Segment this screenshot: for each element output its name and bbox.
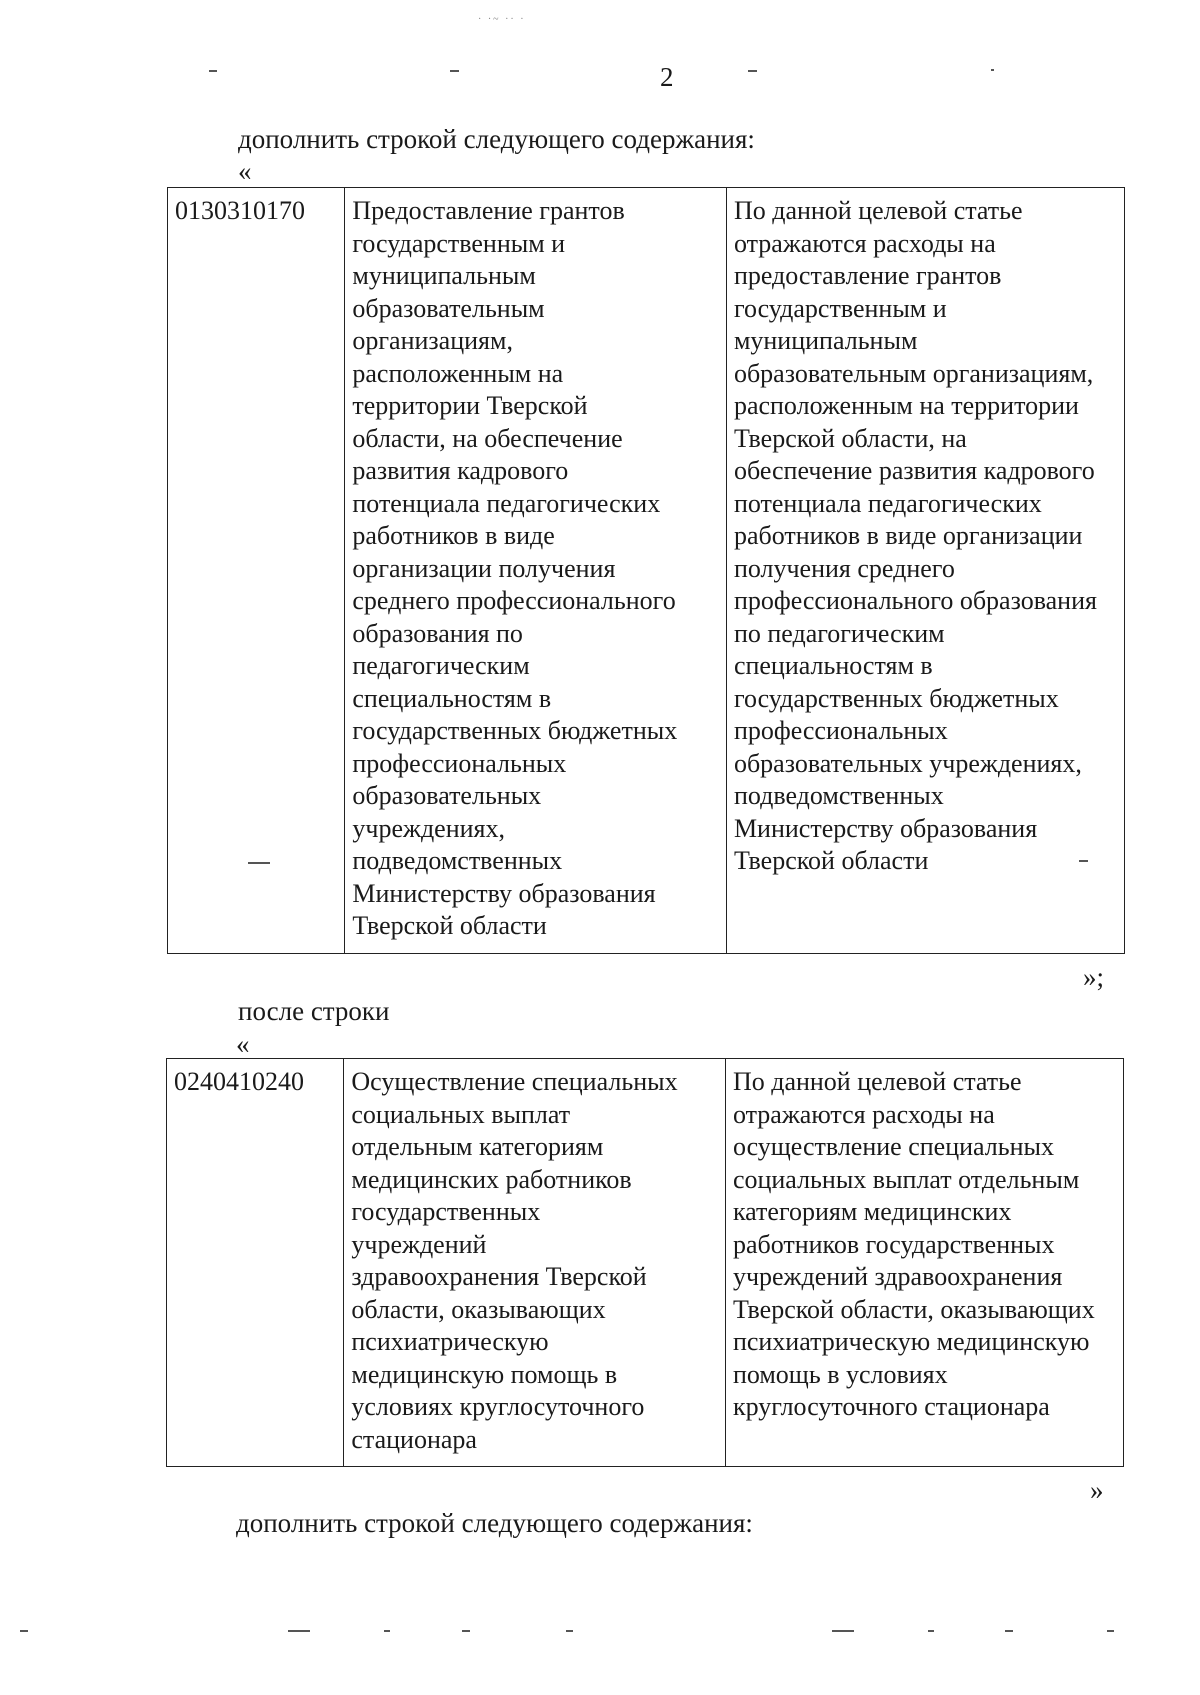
- scan-speck: [1107, 1630, 1114, 1632]
- cell-text-line: Тверской области: [352, 911, 547, 940]
- cell-text-line: государственным и: [352, 228, 566, 258]
- scan-speck: [991, 69, 994, 71]
- description-cell: [726, 188, 1124, 954]
- cell-text-line: образовательным организациям,: [733, 358, 1094, 388]
- scan-speck: [748, 70, 757, 72]
- table-row: [167, 1059, 1124, 1467]
- cell-text-line: предоставление грантов: [733, 261, 1002, 290]
- code-cell: 0240410240: [167, 1059, 344, 1467]
- cell-text-line: потенциала педагогических: [352, 488, 661, 518]
- open-quote: «: [238, 156, 252, 186]
- cell-text-line: педагогическим: [352, 651, 530, 680]
- cell-text-line: подведомственных: [352, 846, 563, 875]
- cell-text-line: образовательных учреждениях,: [733, 748, 1082, 778]
- scan-speck: [384, 1630, 390, 1632]
- cell-text-line: государственным и: [733, 293, 947, 323]
- cell-text-line: специальностям в: [733, 651, 933, 680]
- cell-text-line: учреждений: [351, 1229, 487, 1259]
- cell-text-line: по педагогическим: [733, 618, 945, 648]
- cell-text-line: отражаются расходы на: [733, 228, 996, 258]
- cell-text-line: специальностям в: [352, 683, 552, 713]
- scan-speck: [450, 70, 459, 72]
- cell-text-line: организации получения: [352, 553, 616, 583]
- cell-text-line: круглосуточного стационара: [732, 1392, 1050, 1421]
- cell-text-line: социальных выплат: [351, 1099, 571, 1129]
- cell-text-line: учреждениях,: [352, 813, 506, 843]
- cell-text-line: подведомственных: [733, 781, 944, 810]
- cell-text-line: условиях круглосуточного: [351, 1392, 645, 1421]
- scan-speck: [566, 1630, 573, 1632]
- close-quote: »;: [1083, 962, 1105, 992]
- cell-text-line: Осуществление специальных: [351, 1067, 678, 1096]
- cell-text-line: отдельным категориям: [351, 1132, 604, 1161]
- intro-text: после строки: [238, 996, 390, 1026]
- scan-speck: [928, 1630, 934, 1632]
- scan-speck: [20, 1630, 28, 1632]
- cell-text-line: государственных бюджетных: [352, 716, 678, 745]
- cell-text-line: Министерству образования: [352, 878, 656, 908]
- cell-text-line: расположенным на территории: [733, 391, 1079, 420]
- scan-speck: [832, 1630, 854, 1632]
- cell-text-line: Тверской области, на: [733, 423, 967, 453]
- cell-text-line: По данной целевой статье: [733, 196, 1023, 225]
- code-cell: 0130310170: [168, 188, 345, 954]
- scan-speck: [462, 1630, 470, 1632]
- cell-text-line: учреждений здравоохранения: [732, 1262, 1063, 1291]
- description-cell: [725, 1059, 1123, 1467]
- close-quote: »: [1090, 1475, 1104, 1505]
- cell-text-line: здравоохранения Тверской: [351, 1262, 647, 1291]
- cell-text-line: медицинскую помощь в: [351, 1359, 618, 1389]
- cell-text-line: осуществление специальных: [732, 1132, 1055, 1161]
- cell-text-line: потенциала педагогических: [733, 488, 1042, 518]
- cell-text-line: работников в виде: [352, 521, 555, 550]
- scan-speck: [1005, 1630, 1013, 1632]
- cell-text-line: Министерству образования: [733, 813, 1038, 843]
- cell-text-line: образования по: [352, 618, 523, 648]
- scan-speck: [209, 70, 217, 72]
- cell-text-line: профессиональных: [352, 748, 567, 778]
- cell-text-line: медицинских работников: [351, 1164, 632, 1194]
- cell-text-line: организациям,: [352, 326, 513, 355]
- cell-text-line: среднего профессионального: [352, 586, 676, 615]
- intro-text: дополнить строкой следующего содержания:: [236, 1508, 753, 1538]
- cell-text-line: отражаются расходы на: [732, 1099, 995, 1129]
- cell-text-line: образовательных: [352, 781, 542, 810]
- cell-text-line: обеспечение развития кадрового: [733, 456, 1095, 485]
- cell-text-line: муниципальным: [352, 261, 536, 290]
- cell-text-line: получения среднего: [733, 553, 955, 583]
- cell-text-line: Тверской области, оказывающих: [732, 1294, 1095, 1324]
- cell-text-line: помощь в условиях: [732, 1359, 948, 1389]
- name-cell: [345, 188, 727, 954]
- intro-text: дополнить строкой следующего содержания:: [238, 124, 755, 154]
- cell-text-line: социальных выплат отдельным: [732, 1164, 1080, 1194]
- cell-text-line: государственных: [351, 1197, 541, 1226]
- cell-text-line: психиатрическую медицинскую: [732, 1327, 1090, 1356]
- cell-text-line: территории Тверской: [352, 391, 588, 420]
- table-row: [168, 188, 1125, 954]
- open-quote: «: [236, 1029, 250, 1059]
- cell-text-line: образовательным: [352, 293, 545, 323]
- cell-text-line: области, на обеспечение: [352, 423, 623, 453]
- cell-text-line: государственных бюджетных: [733, 683, 1059, 713]
- cell-text-line: работников в виде организации: [733, 521, 1083, 550]
- cell-text-line: муниципальным: [733, 326, 918, 355]
- cell-text-line: профессионального образования: [733, 586, 1097, 615]
- cell-text-line: По данной целевой статье: [732, 1067, 1022, 1096]
- cell-text-line: психиатрическую: [351, 1327, 549, 1356]
- cell-text-line: области, оказывающих: [351, 1294, 606, 1324]
- cell-text-line: работников государственных: [732, 1229, 1055, 1259]
- cell-text-line: профессиональных: [733, 716, 948, 745]
- scan-speck: [288, 1630, 310, 1632]
- cell-text-line: Предоставление грантов: [352, 196, 625, 225]
- name-cell: [344, 1059, 726, 1467]
- budget-row-table: [167, 187, 1125, 954]
- cell-text-line: стационара: [351, 1424, 477, 1454]
- cell-text-line: расположенным на: [352, 358, 564, 388]
- cell-text-line: категориям медицинских: [732, 1197, 1012, 1226]
- budget-row-table: [166, 1058, 1124, 1467]
- scan-mark: · ·~ ·· ·: [478, 14, 526, 25]
- cell-text-line: развития кадрового: [352, 456, 569, 485]
- cell-text-line: Тверской области: [733, 846, 929, 875]
- page-number: 2: [660, 62, 674, 92]
